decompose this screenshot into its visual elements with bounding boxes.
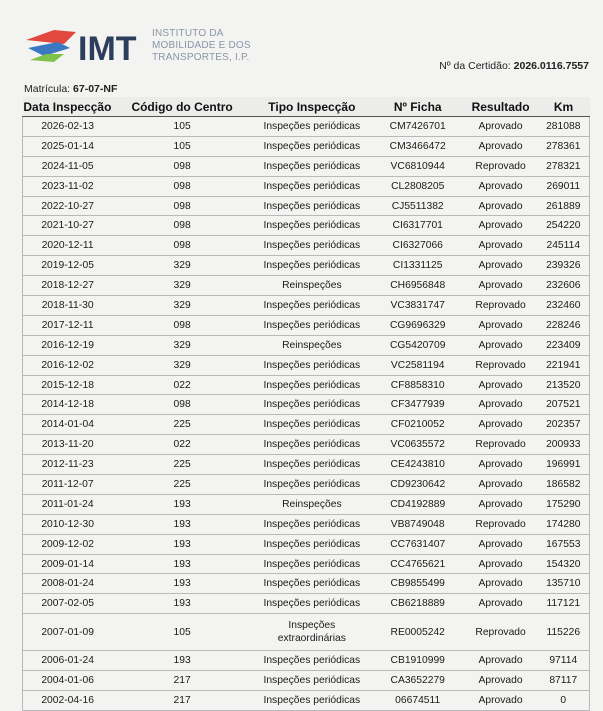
cell-result: Aprovado — [464, 574, 538, 594]
table-row — [23, 117, 590, 137]
cell-result: Reprovado — [464, 614, 538, 651]
table-row — [23, 375, 590, 395]
cell-date: 2020-12-11 — [23, 236, 113, 256]
cell-result: Aprovado — [464, 256, 538, 276]
header-row — [23, 97, 590, 117]
column-header-date: Data Inspecção — [23, 97, 113, 117]
cell-km: 278361 — [538, 136, 590, 156]
table-row — [23, 651, 590, 671]
cell-km: 115226 — [538, 614, 590, 651]
cell-sheet: CG5420709 — [372, 335, 464, 355]
cell-km: 175290 — [538, 494, 590, 514]
cell-sheet: CM7426701 — [372, 117, 464, 137]
cell-km: 0 — [538, 691, 590, 711]
cell-sheet: CE4243810 — [372, 455, 464, 475]
table-header — [23, 97, 590, 117]
cell-result: Aprovado — [464, 117, 538, 137]
cell-date: 2013-11-20 — [23, 435, 113, 455]
column-header-center: Código do Centro — [112, 97, 252, 117]
cell-result: Aprovado — [464, 315, 538, 335]
cell-result: Reprovado — [464, 514, 538, 534]
cell-type: Inspeções periódicas — [252, 415, 372, 435]
cell-date: 2014-12-18 — [23, 395, 113, 415]
table-row — [23, 594, 590, 614]
certificate-label: Nº da Certidão: — [439, 60, 511, 72]
cell-type: Inspeções periódicas — [252, 574, 372, 594]
table-row — [23, 574, 590, 594]
cell-center: 193 — [112, 514, 252, 534]
logo-wordmark: IMT — [78, 30, 137, 68]
cell-km: 213520 — [538, 375, 590, 395]
cell-type: Inspeções periódicas — [252, 375, 372, 395]
table-row — [23, 156, 590, 176]
cell-result: Aprovado — [464, 534, 538, 554]
cell-center: 329 — [112, 276, 252, 296]
cell-date: 2024-11-05 — [23, 156, 113, 176]
table-row — [23, 494, 590, 514]
cell-type: Inspeções periódicas — [252, 435, 372, 455]
cell-result: Reprovado — [464, 435, 538, 455]
cell-type: Reinspeções — [252, 276, 372, 296]
imt-logo — [24, 22, 144, 68]
cell-sheet: CB1910999 — [372, 651, 464, 671]
cell-result: Aprovado — [464, 455, 538, 475]
plate-value: 67-07-NF — [73, 83, 118, 95]
inspection-table — [22, 97, 590, 711]
cell-result: Aprovado — [464, 176, 538, 196]
cell-type: Inspeções periódicas — [252, 671, 372, 691]
table-row — [23, 614, 590, 651]
cell-center: 022 — [112, 435, 252, 455]
cell-date: 2021-10-27 — [23, 216, 113, 236]
cell-type: Inspeções periódicas — [252, 475, 372, 495]
cell-center: 193 — [112, 534, 252, 554]
cell-date: 2026-02-13 — [23, 117, 113, 137]
cell-sheet: VC6810944 — [372, 156, 464, 176]
cell-date: 2007-01-09 — [23, 614, 113, 651]
cell-sheet: CB9855499 — [372, 574, 464, 594]
cell-center: 022 — [112, 375, 252, 395]
cell-km: 87117 — [538, 671, 590, 691]
table-row — [23, 196, 590, 216]
institute-line-3: TRANSPORTES, I.P. — [152, 52, 250, 63]
cell-type: Inspeções periódicas — [252, 651, 372, 671]
cell-km: 228246 — [538, 315, 590, 335]
cell-date: 2004-01-06 — [23, 671, 113, 691]
cell-result: Aprovado — [464, 335, 538, 355]
table-row — [23, 276, 590, 296]
cell-center: 193 — [112, 651, 252, 671]
cell-center: 329 — [112, 355, 252, 375]
cell-km: 117121 — [538, 594, 590, 614]
cell-type: Inspeções periódicas — [252, 136, 372, 156]
cell-type: Inspeções periódicas — [252, 117, 372, 137]
institute-name — [152, 28, 251, 64]
table-row — [23, 514, 590, 534]
cell-center: 217 — [112, 691, 252, 711]
cell-date: 2007-02-05 — [23, 594, 113, 614]
cell-sheet: CD4192889 — [372, 494, 464, 514]
cell-type: Inspeções periódicas — [252, 554, 372, 574]
cell-result: Reprovado — [464, 296, 538, 316]
cell-sheet: VC3831747 — [372, 296, 464, 316]
cell-date: 2023-11-02 — [23, 176, 113, 196]
table-row — [23, 296, 590, 316]
cell-center: 098 — [112, 395, 252, 415]
cell-sheet: CF8858310 — [372, 375, 464, 395]
cell-date: 2002-04-16 — [23, 691, 113, 711]
cell-date: 2009-01-14 — [23, 554, 113, 574]
cell-result: Reprovado — [464, 156, 538, 176]
table-row — [23, 475, 590, 495]
cell-result: Aprovado — [464, 236, 538, 256]
cell-center: 193 — [112, 554, 252, 574]
cell-result: Aprovado — [464, 475, 538, 495]
table-row — [23, 395, 590, 415]
cell-sheet: CB6218889 — [372, 594, 464, 614]
cell-center: 105 — [112, 614, 252, 651]
cell-result: Aprovado — [464, 415, 538, 435]
cell-km: 167553 — [538, 534, 590, 554]
cell-date: 2017-12-11 — [23, 315, 113, 335]
cell-center: 329 — [112, 296, 252, 316]
table-row — [23, 176, 590, 196]
table-row — [23, 435, 590, 455]
table-row — [23, 335, 590, 355]
cell-date: 2022-10-27 — [23, 196, 113, 216]
cell-center: 193 — [112, 574, 252, 594]
table-row — [23, 691, 590, 711]
cell-type: Inspeções periódicas — [252, 355, 372, 375]
cell-center: 217 — [112, 671, 252, 691]
cell-center: 193 — [112, 594, 252, 614]
column-header-km: Km — [538, 97, 590, 117]
institute-line-1: INSTITUTO DA — [152, 28, 224, 39]
table-row — [23, 415, 590, 435]
cell-sheet: CI1331125 — [372, 256, 464, 276]
table-row — [23, 315, 590, 335]
cell-km: 254220 — [538, 216, 590, 236]
cell-type: Inspeções periódicas — [252, 534, 372, 554]
cell-sheet: CI6317701 — [372, 216, 464, 236]
cell-center: 193 — [112, 494, 252, 514]
cell-center: 098 — [112, 216, 252, 236]
table-row — [23, 216, 590, 236]
cell-center: 098 — [112, 196, 252, 216]
cell-type: Inspeções periódicas — [252, 236, 372, 256]
cell-center: 225 — [112, 455, 252, 475]
table-row — [23, 355, 590, 375]
cell-date: 2009-12-02 — [23, 534, 113, 554]
cell-type: Inspeções periódicas — [252, 691, 372, 711]
table-body — [23, 117, 590, 711]
cell-date: 2006-01-24 — [23, 651, 113, 671]
cell-result: Aprovado — [464, 691, 538, 711]
cell-km: 97114 — [538, 651, 590, 671]
institute-line-2: MOBILIDADE E DOS — [152, 40, 251, 51]
cell-km: 221941 — [538, 355, 590, 375]
table-row — [23, 671, 590, 691]
cell-date: 2025-01-14 — [23, 136, 113, 156]
cell-center: 105 — [112, 136, 252, 156]
table-row — [23, 256, 590, 276]
cell-sheet: VC2581194 — [372, 355, 464, 375]
cell-km: 196991 — [538, 455, 590, 475]
cell-date: 2008-01-24 — [23, 574, 113, 594]
cell-date: 2012-11-23 — [23, 455, 113, 475]
cell-date: 2015-12-18 — [23, 375, 113, 395]
cell-date: 2018-12-27 — [23, 276, 113, 296]
cell-date: 2016-12-19 — [23, 335, 113, 355]
document-header — [0, 0, 603, 95]
certificate-number — [439, 60, 589, 72]
cell-date: 2014-01-04 — [23, 415, 113, 435]
cell-type: Inspeções periódicas — [252, 455, 372, 475]
cell-type: Inspeções periódicas — [252, 514, 372, 534]
cell-result: Aprovado — [464, 494, 538, 514]
cell-sheet: VC0635572 — [372, 435, 464, 455]
column-header-type: Tipo Inspecção — [252, 97, 372, 117]
cell-sheet: CM3466472 — [372, 136, 464, 156]
cell-km: 174280 — [538, 514, 590, 534]
cell-km: 232606 — [538, 276, 590, 296]
cell-result: Aprovado — [464, 216, 538, 236]
cell-sheet: 06674511 — [372, 691, 464, 711]
cell-sheet: CA3652279 — [372, 671, 464, 691]
plate-label: Matrícula: — [24, 83, 71, 95]
cell-result: Aprovado — [464, 594, 538, 614]
cell-date: 2018-11-30 — [23, 296, 113, 316]
cell-result: Reprovado — [464, 355, 538, 375]
cell-date: 2016-12-02 — [23, 355, 113, 375]
cell-km: 239326 — [538, 256, 590, 276]
cell-km: 135710 — [538, 574, 590, 594]
cell-center: 098 — [112, 315, 252, 335]
cell-center: 098 — [112, 156, 252, 176]
cell-date: 2011-12-07 — [23, 475, 113, 495]
cell-result: Aprovado — [464, 671, 538, 691]
cell-type: Inspeções periódicas — [252, 395, 372, 415]
cell-km: 202357 — [538, 415, 590, 435]
cell-type: Inspeções periódicas — [252, 196, 372, 216]
cell-sheet: CH6956848 — [372, 276, 464, 296]
cell-km: 269011 — [538, 176, 590, 196]
cell-km: 261889 — [538, 196, 590, 216]
cell-result: Aprovado — [464, 276, 538, 296]
cell-km: 281088 — [538, 117, 590, 137]
cell-center: 225 — [112, 475, 252, 495]
cell-sheet: VB8749048 — [372, 514, 464, 534]
table-row — [23, 136, 590, 156]
cell-center: 329 — [112, 335, 252, 355]
cell-sheet: CF3477939 — [372, 395, 464, 415]
cell-date: 2019-12-05 — [23, 256, 113, 276]
certificate-value: 2026.0116.7557 — [513, 60, 589, 72]
cell-sheet: CD9230642 — [372, 475, 464, 495]
cell-sheet: CI6327066 — [372, 236, 464, 256]
cell-result: Aprovado — [464, 196, 538, 216]
cell-km: 232460 — [538, 296, 590, 316]
cell-center: 225 — [112, 415, 252, 435]
column-header-sheet: Nº Ficha — [372, 97, 464, 117]
plate-info — [24, 83, 117, 95]
cell-date: 2011-01-24 — [23, 494, 113, 514]
cell-date: 2010-12-30 — [23, 514, 113, 534]
cell-type: Reinspeções — [252, 494, 372, 514]
cell-km: 186582 — [538, 475, 590, 495]
column-header-result: Resultado — [464, 97, 538, 117]
cell-km: 223409 — [538, 335, 590, 355]
cell-sheet: CL2808205 — [372, 176, 464, 196]
cell-sheet: CC7631407 — [372, 534, 464, 554]
cell-type: Inspeções periódicas — [252, 216, 372, 236]
cell-sheet: CC4765621 — [372, 554, 464, 574]
table-row — [23, 236, 590, 256]
table-row — [23, 534, 590, 554]
cell-sheet: CG9696329 — [372, 315, 464, 335]
cell-sheet: CF0210052 — [372, 415, 464, 435]
cell-km: 278321 — [538, 156, 590, 176]
cell-center: 098 — [112, 236, 252, 256]
cell-type: Inspeções periódicas — [252, 156, 372, 176]
table-row — [23, 455, 590, 475]
cell-sheet: CJ5511382 — [372, 196, 464, 216]
cell-type: Inspeções periódicas — [252, 594, 372, 614]
cell-type: Inspeções periódicas — [252, 256, 372, 276]
cell-km: 207521 — [538, 395, 590, 415]
cell-result: Aprovado — [464, 136, 538, 156]
cell-type: Inspeções periódicas — [252, 315, 372, 335]
table-row — [23, 554, 590, 574]
cell-center: 105 — [112, 117, 252, 137]
cell-sheet: RE0005242 — [372, 614, 464, 651]
cell-type: Inspeções periódicas — [252, 176, 372, 196]
cell-center: 329 — [112, 256, 252, 276]
cell-type: Reinspeções — [252, 335, 372, 355]
cell-center: 098 — [112, 176, 252, 196]
cell-km: 200933 — [538, 435, 590, 455]
cell-km: 154320 — [538, 554, 590, 574]
cell-result: Aprovado — [464, 651, 538, 671]
cell-type: Inspeções periódicas — [252, 296, 372, 316]
cell-result: Aprovado — [464, 395, 538, 415]
cell-type: Inspeções extraordinárias — [252, 614, 372, 651]
cell-km: 245114 — [538, 236, 590, 256]
cell-result: Aprovado — [464, 375, 538, 395]
cell-result: Aprovado — [464, 554, 538, 574]
